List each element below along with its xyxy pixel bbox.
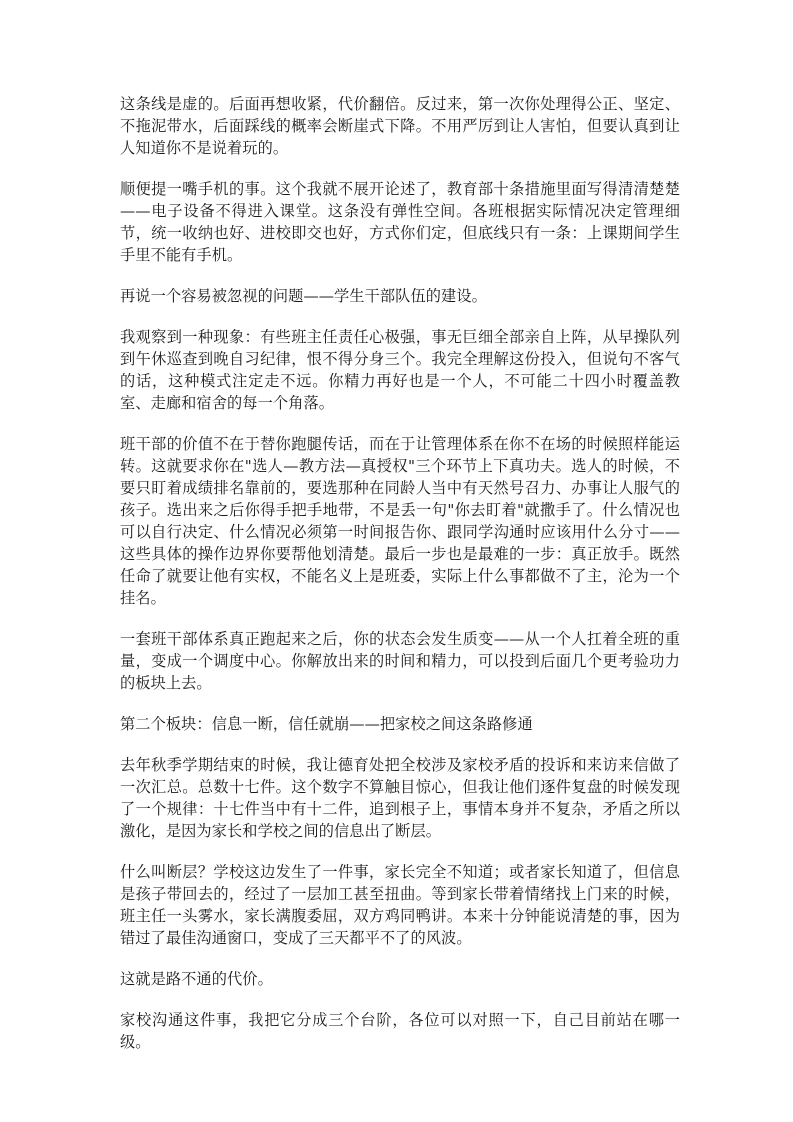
paragraph: 班干部的价值不在于替你跑腿传话，而在于让管理体系在你不在场的时候照样能运转。这就要求你在"选人—教方法—真授权"三个环节上下真功夫。选人的时候，不要只盯着成绩排名靠前的，要选那种在同龄人当中有天然号召力、办事让人服气的孩子。选出来之后你得手把手地带，不是丢一句"你去盯着"就撒手了。什么情况也可以自行决定、什么情况必须第一时间报告你、跟同学沟通时应该用什么分寸——这些具体的操作边界你要帮他划清楚。最后一步也是最难的一步：真正放手。既然任命了就要让他有实权，不能名义上是班委，实际上什么事都做不了主，沦为一个挂名。	[120, 435, 680, 607]
paragraph: 去年秋季学期结束的时候，我让德育处把全校涉及家校矛盾的投诉和来访来信做了一次汇总。总数十七件。这个数字不算触目惊心，但我让他们逐件复盘的时候发现了一个规律：十七件当中有十二件，追到根子上，事情本身并不复杂，矛盾之所以激化，是因为家长和学校之间的信息出了断层。	[120, 756, 680, 840]
paragraph: 这就是路不通的代价。	[120, 970, 273, 988]
document-body	[120, 93, 680, 1072]
paragraph: 什么叫断层？学校这边发生了一件事，家长完全不知道；或者家长知道了，但信息是孩子带回去的，经过了一层加工甚至扭曲。等到家长带着情绪找上门来的时候，班主任一头雾水，家长满腹委屈，双方鸡同鸭讲。本来十分钟能说清楚的事，因为错过了最佳沟通窗口，变成了三天都平不了的风波。	[120, 863, 680, 947]
paragraph: 我观察到一种现象：有些班主任责任心极强，事无巨细全部亲自上阵，从早操队列到午休巡查到晚自习纪律，恨不得分身三个。我完全理解这份投入，但说句不客气的话，这种模式注定走不远。你精力再好也是一个人，不可能二十四小时覆盖教室、走廊和宿舍的每一个角落。	[120, 328, 680, 412]
paragraph: 一套班干部体系真正跑起来之后，你的状态会发生质变——从一个人扛着全班的重量，变成一个调度中心。你解放出来的时间和精力，可以投到后面几个更考验功力的板块上去。	[120, 630, 680, 692]
paragraph: 顺便提一嘴手机的事。这个我就不展开论述了，教育部十条措施里面写得清清楚楚——电子设备不得进入课堂。这条没有弹性空间。各班根据实际情况决定管理细节，统一收纳也好、进校即交也好，方式你们定，但底线只有一条：上课期间学生手里不能有手机。	[120, 180, 680, 264]
paragraph: 再说一个容易被忽视的问题——学生干部队伍的建设。	[120, 287, 487, 305]
paragraph: 家校沟通这件事，我把它分成三个台阶，各位可以对照一下，自己目前站在哪一级。	[120, 1011, 680, 1051]
paragraph: 这条线是虚的。后面再想收紧，代价翻倍。反过来，第一次你处理得公正、坚定、不拖泥带水，后面踩线的概率会断崖式下降。不用严厉到让人害怕，但要认真到让人知道你不是说着玩的。	[120, 95, 680, 157]
section-heading: 第二个板块：信息一断，信任就崩——把家校之间这条路修通	[120, 715, 533, 733]
